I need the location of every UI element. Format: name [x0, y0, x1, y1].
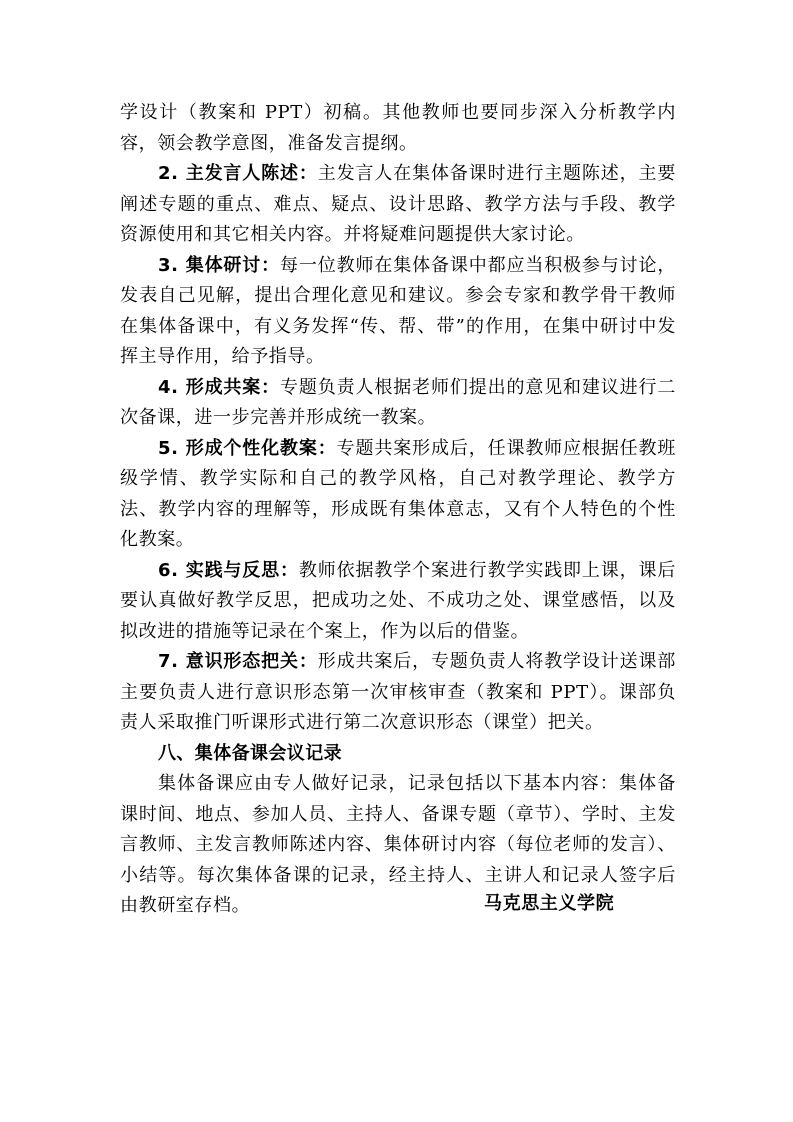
step-text-5: 专题共案形成后，任课教师应根据任教班级学情、教学实际和自己的教学风格，自己对教学理论、教学方法、教学内容的理解等，形成既有集体意志，又有个人特色的个性化教案。: [120, 437, 676, 550]
section-heading: 八、集体备课会议记录: [158, 742, 342, 764]
step-label-7: 7. 意识形态把关：: [158, 651, 318, 672]
step-text-4: 专题负责人根据老师们提出的意见和建议进行二次备课，进一步完善并形成统一教案。: [120, 376, 676, 428]
step-paragraph-2: [120, 159, 676, 251]
step-label-5: 5. 形成个性化教案：: [158, 437, 337, 459]
step-text-3: 每一位教师在集体备课中都应当积极参与讨论，发表自己见解，提出合理化意见和建议。参会专家和教学骨干教师在集体备课中，有义务发挥“传、帮、带”的作用，在集中研讨中发挥主导作用，给予指导。: [120, 254, 676, 367]
step-label-6: 6. 实践与反思：: [158, 559, 299, 581]
step-label-4: 4. 形成共案：: [158, 376, 281, 398]
step-paragraph-4: [120, 373, 676, 434]
continuation-text: 学设计（教案和 PPT）初稿。其他教师也要同步深入分析教学内容，领会教学意图，准备发言提纲。: [120, 102, 676, 154]
step-text-7: 形成共案后，专题负责人将教学设计送课部主要负责人进行意识形态第一次审核审查（教案和 PPT）。课部负责人采取推门听课形式进行第二次意识形态（课堂）把关。: [120, 651, 676, 733]
signature-institution: 马克思主义学院: [484, 893, 615, 914]
step-text-2: 主发言人在集体备课时进行主题陈述，主要阐述专题的重点、难点、疑点、设计思路、教学方法与手段、教学资源使用和其它相关内容。并将疑难问题提供大家讨论。: [120, 163, 676, 245]
section-text: 集体备课应由专人做好记录，记录包括以下基本内容：集体备课时间、地点、参加人员、主持人、备课专题（章节）、学时、主发言教师、主发言教师陈述内容、集体研讨内容（每位老师的发言）、小结等。每次集体备课的记录，经主持人、主讲人和记录人签字后由教研室存档。: [120, 773, 676, 916]
step-paragraph-7: [120, 647, 676, 739]
step-paragraph-3: [120, 251, 676, 373]
step-paragraph-5: [120, 434, 676, 556]
continuation-paragraph: [120, 98, 676, 159]
step-label-3: 3. 集体研讨：: [158, 254, 281, 276]
step-label-2: 2. 主发言人陈述：: [158, 163, 318, 184]
step-paragraph-6: [120, 556, 676, 648]
document-body: [120, 98, 676, 922]
step-text-6: 教师依据教学个案进行教学实践即上课，课后要认真做好教学反思，把成功之处、不成功之处、课堂感悟，以及拟改进的措施等记录在个案上，作为以后的借鉴。: [120, 559, 676, 642]
